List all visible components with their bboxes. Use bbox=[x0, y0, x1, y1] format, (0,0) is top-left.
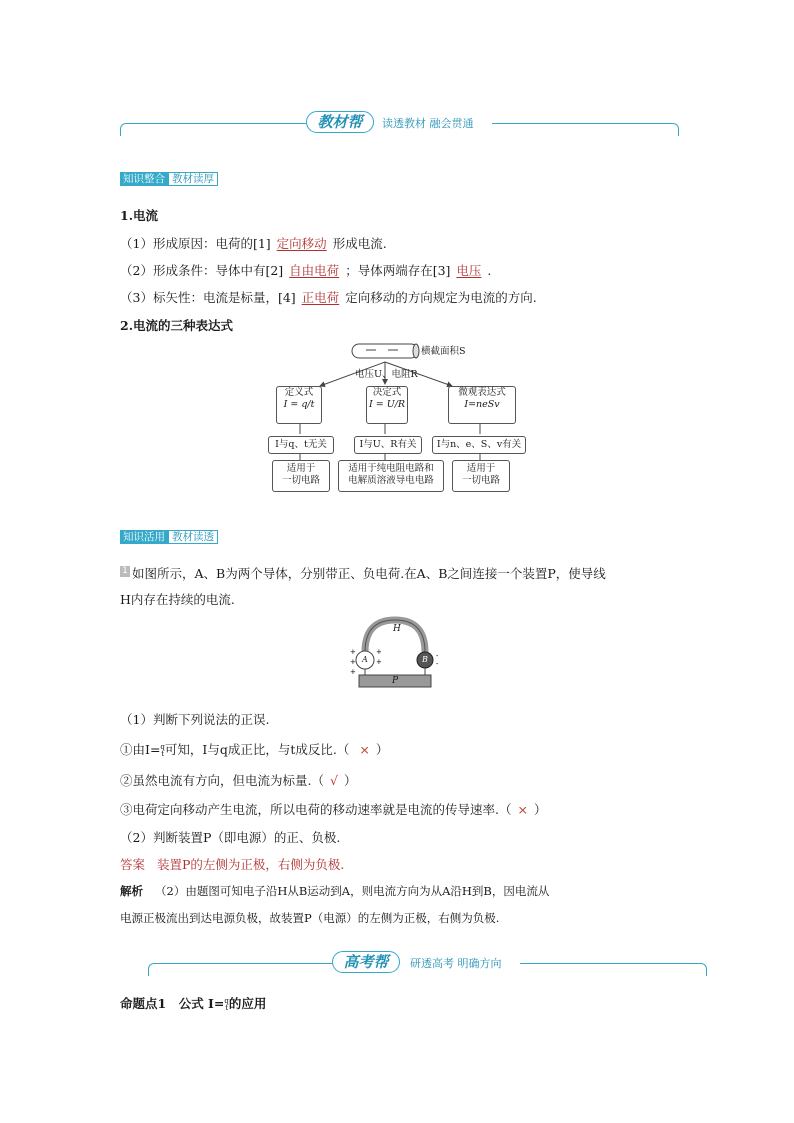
app-1: 适用于 一切电路 bbox=[272, 460, 330, 492]
label-H: H bbox=[393, 624, 401, 634]
label-B: B bbox=[422, 655, 428, 664]
tag-knowledge-application: 知识活用 教材读透 bbox=[120, 530, 218, 544]
decisive-box: 决定式 I = U/R bbox=[366, 386, 408, 424]
svg-text:+: + bbox=[350, 648, 356, 656]
dep-1: I与q、t无关 bbox=[268, 436, 334, 454]
micro-box: 微观表达式 I=neSv bbox=[448, 386, 516, 424]
dep-3: I与n、e、S、v有关 bbox=[432, 436, 526, 454]
app-2: 适用于纯电阻电路和 电解质溶液导电电路 bbox=[338, 460, 444, 492]
point-2: （2）形成条件：导体中有[2] 自由电荷 ；导体两端存在[3] 电压 . bbox=[120, 263, 492, 278]
analysis-line-2: 电源正极流出到达电源负极，故装置P（电源）的左侧为正极，右侧为负极. bbox=[120, 911, 500, 925]
question-line-1: 如图所示，A、B为两个导体，分别带正、负电荷.在A、B之间连接一个装置P，使导线 bbox=[132, 566, 606, 581]
statement-intro: （1）判断下列说法的正误. bbox=[120, 712, 270, 727]
section-header-exam bbox=[148, 950, 708, 980]
heading-current: 1.电流 bbox=[120, 208, 159, 223]
svg-text:+: + bbox=[376, 648, 382, 656]
section-subtitle: 读透教材 融会贯通 bbox=[382, 117, 474, 130]
tag-knowledge-integration: 知识整合 教材读厚 bbox=[120, 172, 218, 186]
statement-part-2: （2）判断装置P（即电源）的正、负极. bbox=[120, 830, 341, 845]
definition-box: 定义式 I = q/t bbox=[276, 386, 322, 424]
app-3: 适用于 一切电路 bbox=[452, 460, 510, 492]
svg-text:+: + bbox=[376, 658, 382, 666]
mark-wrong: × bbox=[517, 802, 528, 817]
question-line-2: H内存在持续的电流. bbox=[120, 592, 235, 607]
heading-expressions: 2.电流的三种表达式 bbox=[120, 318, 234, 333]
statement-3: ③电荷定向移动产生电流，所以电荷的移动速率就是电流的传导速率.（ × ） bbox=[120, 802, 547, 817]
area-label: 横截面积S bbox=[421, 346, 466, 357]
label-P: P bbox=[392, 676, 399, 686]
mark-wrong: × bbox=[359, 742, 370, 757]
svg-text:-: - bbox=[436, 652, 439, 660]
point-1: （1）形成原因：电荷的[1] 定向移动 形成电流. bbox=[120, 236, 387, 251]
voltage-resistance-label: 电压U、电阻R bbox=[355, 369, 418, 380]
section-subtitle: 研透高考 明确方向 bbox=[410, 957, 502, 970]
svg-text:-: - bbox=[436, 660, 439, 668]
svg-text:+: + bbox=[350, 658, 356, 666]
analysis: 解析 （2）由题图可知电子沿H从B运动到A，则电流方向为从A沿H到B，因电流从 bbox=[120, 884, 550, 898]
statement-2: ②虽然电流有方向，但电流为标量.（ √ ） bbox=[120, 773, 357, 788]
statement-1: ①由I=q t可知，I与q成正比，与t成反比.（ × ） bbox=[120, 742, 389, 758]
circuit-figure bbox=[345, 612, 445, 690]
section-title: 教材帮 bbox=[306, 111, 374, 133]
point-3: （3）标矢性：电流是标量，[4] 正电荷 定向移动的方向规定为电流的方向. bbox=[120, 290, 537, 305]
label-A: A bbox=[362, 655, 368, 664]
svg-text:+: + bbox=[350, 668, 356, 676]
question-number-badge: 1 bbox=[120, 566, 130, 577]
section-title: 高考帮 bbox=[332, 951, 400, 973]
mark-right: √ bbox=[329, 773, 338, 788]
section-header-textbook bbox=[120, 110, 680, 140]
dep-2: I与U、R有关 bbox=[354, 436, 422, 454]
current-expressions-diagram bbox=[270, 338, 530, 494]
topic-heading: 命题点1 公式 I=q t的应用 bbox=[120, 996, 267, 1012]
answer: 答案 装置P的左侧为正极，右侧为负极. bbox=[120, 857, 345, 872]
